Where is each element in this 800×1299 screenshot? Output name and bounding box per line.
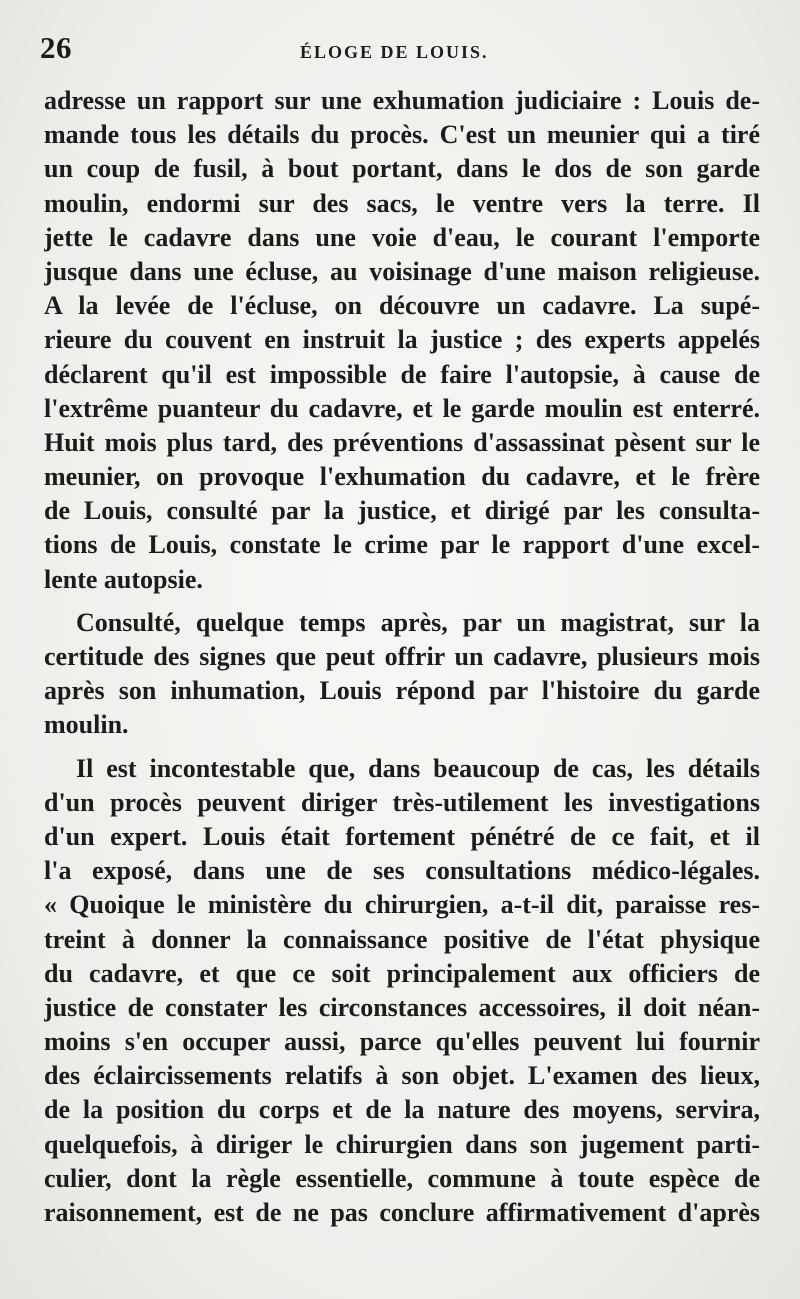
text-line: déclarent qu'il est impossible de faire l'autopsie, à cause de — [44, 359, 760, 389]
text-line: moulin, endormi sur des sacs, le ventre vers la terre. Il — [44, 188, 760, 218]
text-line: d'un procès peuvent diriger très-utilement les investigations — [44, 787, 760, 817]
text-line: treint à donner la connaissance positive de l'état physique — [44, 924, 760, 954]
text-line: d'un expert. Louis était fortement pénétré de ce fait, et il — [44, 821, 760, 851]
text-line: Huit mois plus tard, des préventions d'assassinat pèsent sur le — [44, 427, 760, 457]
text-line: raisonnement, est de ne pas conclure affirmativement d'après — [44, 1198, 760, 1227]
text-line: A la levée de l'écluse, on découvre un cadavre. La supé- — [44, 291, 760, 321]
paragraph — [44, 752, 760, 1231]
paragraph — [44, 606, 760, 743]
text-line: du cadavre, et que ce soit principalement aux officiers de — [44, 958, 760, 988]
text-line: moins s'en occuper aussi, parce qu'elles peuvent lui fournir — [44, 1027, 760, 1057]
running-title: ÉLOGE DE LOUIS. — [300, 42, 489, 62]
text-line: après son inhumation, Louis répond par l'histoire du garde — [44, 676, 760, 706]
text-line: un coup de fusil, à bout portant, dans le dos de son garde — [44, 154, 760, 184]
body-text — [44, 84, 760, 1230]
text-line: tions de Louis, constate le crime par le rapport d'une excel- — [44, 530, 760, 560]
text-line: Il est incontestable que, dans beaucoup de cas, les détails — [76, 753, 760, 783]
text-line: quelquefois, à diriger le chirurgien dans son jugement parti- — [44, 1129, 760, 1159]
text-line: adresse un rapport sur une exhumation judiciaire : Louis de- — [44, 86, 760, 115]
text-line: « Quoique le ministère du chirurgien, a-t-il dit, paraisse res- — [44, 890, 760, 920]
text-line: l'a exposé, dans une de ses consultations médico-légales. — [44, 856, 760, 886]
text-line: jusque dans une écluse, au voisinage d'une maison religieuse. — [44, 256, 760, 286]
paragraph-gap — [44, 597, 760, 606]
text-line: jette le cadavre dans une voie d'eau, le courant l'emporte — [44, 222, 760, 252]
text-line: justice de constater les circonstances accessoires, il doit néan- — [44, 992, 760, 1022]
text-line: de la position du corps et de la nature des moyens, servira, — [44, 1095, 760, 1125]
text-line: lente autopsie. — [44, 564, 203, 594]
text-line: culier, dont la règle essentielle, commune à toute espèce de — [44, 1163, 760, 1193]
text-line: l'extrême puanteur du cadavre, et le garde moulin est enterré. — [44, 393, 760, 423]
text-line: meunier, on provoque l'exhumation du cadavre, et le frère — [44, 462, 760, 492]
text-line: mande tous les détails du procès. C'est un meunier qui a tiré — [44, 120, 760, 150]
text-line: certitude des signes que peut offrir un cadavre, plusieurs mois — [44, 642, 760, 671]
page-number: 26 — [40, 30, 72, 65]
text-line: Consulté, quelque temps après, par un magistrat, sur la — [76, 607, 760, 637]
page-header — [40, 30, 760, 70]
paragraph-gap — [44, 743, 760, 752]
text-line: moulin. — [44, 710, 129, 740]
text-line: des éclaircissements relatifs à son objet. L'examen des lieux, — [44, 1061, 760, 1091]
text-line: de Louis, consulté par la justice, et dirigé par les consulta- — [44, 496, 760, 526]
paragraph — [44, 84, 760, 597]
text-line: rieure du couvent en instruit la justice ; des experts appelés — [44, 325, 760, 355]
